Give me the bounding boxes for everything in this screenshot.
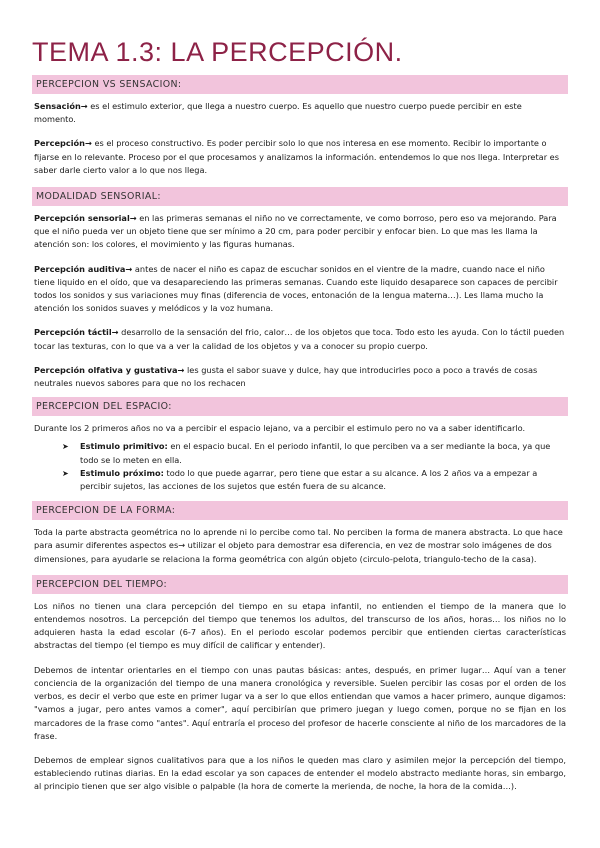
term: Sensación→ xyxy=(34,101,88,111)
paragraph-text: Los niños no tienen una clara percepción del tiempo en su etapa infantil, no entienden el tiempo de la manera que lo entendemos nosotros. La percepción del tiempo que tenemos los adultos, del transcurso de los años, horas… los niños no lo adquieren hasta la edad escolar (6-7 años). En el periodo escolar podemos percibir que entienden ciertas características abstractas del tiempo (el tiempo es muy difícil de calificar y entender). xyxy=(34,600,566,651)
paragraph-tiempo-2 xyxy=(32,664,568,743)
paragraph-percepcion-auditiva xyxy=(32,263,568,316)
list-item xyxy=(62,440,568,466)
paragraph-text: les gusta el sabor suave y dulce, hay que introducirles poco a poco a través de cosas neutrales nuevos sabores para que no los rechacen xyxy=(34,364,538,389)
paragraph-forma xyxy=(32,526,568,566)
term: Percepción→ xyxy=(34,138,92,149)
paragraph-text: Debemos de emplear signos cualitativos para que a los niños le queden mas claro y asimilen mejor la percepción del tiempo, estableciendo rutinas diarias. En la edad escolar ya son capaces de entender el modelo abstracto mediante horas, sin embargo, al principio tienen que ser algo visible o palpable (la hora de comerte la merienda, de noche, la hora de la comida…). xyxy=(34,754,566,792)
list-item-text: todo lo que puede agarrar, pero tiene que estar a su alcance. A los 2 años va a empezar a percibir sujetos, las acciones de los sujetos que estén fuera de su alcance. xyxy=(80,467,538,492)
list-item xyxy=(62,467,568,493)
paragraph-tiempo-1 xyxy=(32,600,568,653)
paragraph-text: antes de nacer el niño es capaz de escuchar sonidos en el vientre de la madre, cuando nace el niño tiene liquido en el oído, que va desapareciendo las primeras semanas. Cuando este liquido desaparece son capaces de percibir todos los sonidos y sus variaciones muy finas (diferencia de voces, entonación de la lengua materna…). Les llama mucho la atención los sonidos suaves y melódicos y la voz humana. xyxy=(34,263,558,314)
term: Percepción auditiva→ xyxy=(34,263,133,274)
term: Estimulo próximo: xyxy=(80,467,164,478)
paragraph-percepcion-olfativa xyxy=(32,364,568,390)
paragraph-text: en las primeras semanas el niño no ve correctamente, ve como borroso, pero eso va mejorando. Para que el niño pueda ver un objeto tiene que ser mínimo a 20 cm, para poder percibir y enfocar bien. Lo que mas les llama la atención son: los colores, el movimiento y las figuras humanas. xyxy=(34,213,557,250)
paragraph-text: desarrollo de la sensación del frio, calor… de los objetos que toca. Todo esto les ayuda. Con lo táctil pueden tocar las texturas, con lo que va a ver la calidad de los objetos y va a conocer su propio cuerpo. xyxy=(34,327,565,351)
paragraph-text: Toda la parte abstracta geométrica no lo aprende ni lo percibe como tal. No perciben la forma de manera abstracta. Lo que hace para asumir diferentes aspectos es→ utilizar el objeto para demostrar esa diferencia, en vez de mostrar solo imágenes de dos dimensiones, para ayudarle se relaciona la forma geométrica con algún objeto (circulo-pelota, triangulo-techo de la casa). xyxy=(34,527,563,564)
section-header-modalidad-sensorial: MODALIDAD SENSORIAL: xyxy=(32,187,568,206)
section-header-percepcion-vs-sensacion: PERCEPCION VS SENSACION: xyxy=(32,75,568,94)
paragraph-tiempo-3 xyxy=(32,754,568,794)
list-item-text: en el espacio bucal. En el periodo infantil, lo que perciben va a ser mediante la boca, ya que todo se lo meten en ella. xyxy=(80,441,551,465)
term: Percepción táctil→ xyxy=(34,327,119,338)
section-header-percepcion-espacio: PERCEPCION DEL ESPACIO: xyxy=(32,397,568,416)
paragraph-percepcion-tactil xyxy=(32,326,568,352)
page-title: TEMA 1.3: LA PERCEPCIÓN. xyxy=(32,37,403,67)
term: Estimulo primitivo: xyxy=(80,441,168,452)
term: Percepción olfativa y gustativa→ xyxy=(34,364,185,375)
paragraph-percepcion xyxy=(32,137,568,177)
arrow-bullet-icon: ➤ xyxy=(62,442,69,452)
bullet-list-estimulos xyxy=(32,440,568,493)
paragraph-espacio-intro: Durante los 2 primeros años no va a percibir el espacio lejano, va a percibir el estimulo pero no va a saber identificarlo. xyxy=(34,423,526,434)
section-header-percepcion-tiempo: PERCEPCION DEL TIEMPO: xyxy=(32,575,568,594)
paragraph-text: es el estimulo exterior, que llega a nuestro cuerpo. Es aquello que nuestro cuerpo puede percibir en este momento. xyxy=(34,101,522,125)
paragraph-text: Debemos de intentar orientarles en el tiempo con unas pautas básicas: antes, después, en primer lugar… Aquí van a tener conciencia de la organización del tiempo de una manera cronológica y reversible. Suelen percibir las cosas por el orden de los verbos, es decir el verbo que este en primer lugar va a ser lo que ellos entiendan que vamos a hacer primero, aunque digamos: "vamos a jugar, pero antes vamos a comer", aquí percibirían que primero juegan y luego comen, porque no se fijan en los marcadores de la frase como "antes". Aquí entraría el proceso del profesor de hacerle consciente al niño de los marcadores de la frase. xyxy=(34,664,566,741)
paragraph-sensacion xyxy=(32,100,568,126)
arrow-bullet-icon: ➤ xyxy=(62,468,69,478)
paragraph-text: es el proceso constructivo. Es poder percibir solo lo que nos interesa en ese momento. Recibir lo importante o fijarse en lo relevante. Proceso por el que procesamos y analizamos la información. entendemos lo que nos llega. Interpretar es saber darle cierto valor a lo que nos llega. xyxy=(34,138,559,175)
term: Percepción sensorial→ xyxy=(34,213,137,224)
paragraph-percepcion-sensorial xyxy=(32,212,568,252)
section-header-percepcion-forma: PERCEPCION DE LA FORMA: xyxy=(32,501,568,520)
